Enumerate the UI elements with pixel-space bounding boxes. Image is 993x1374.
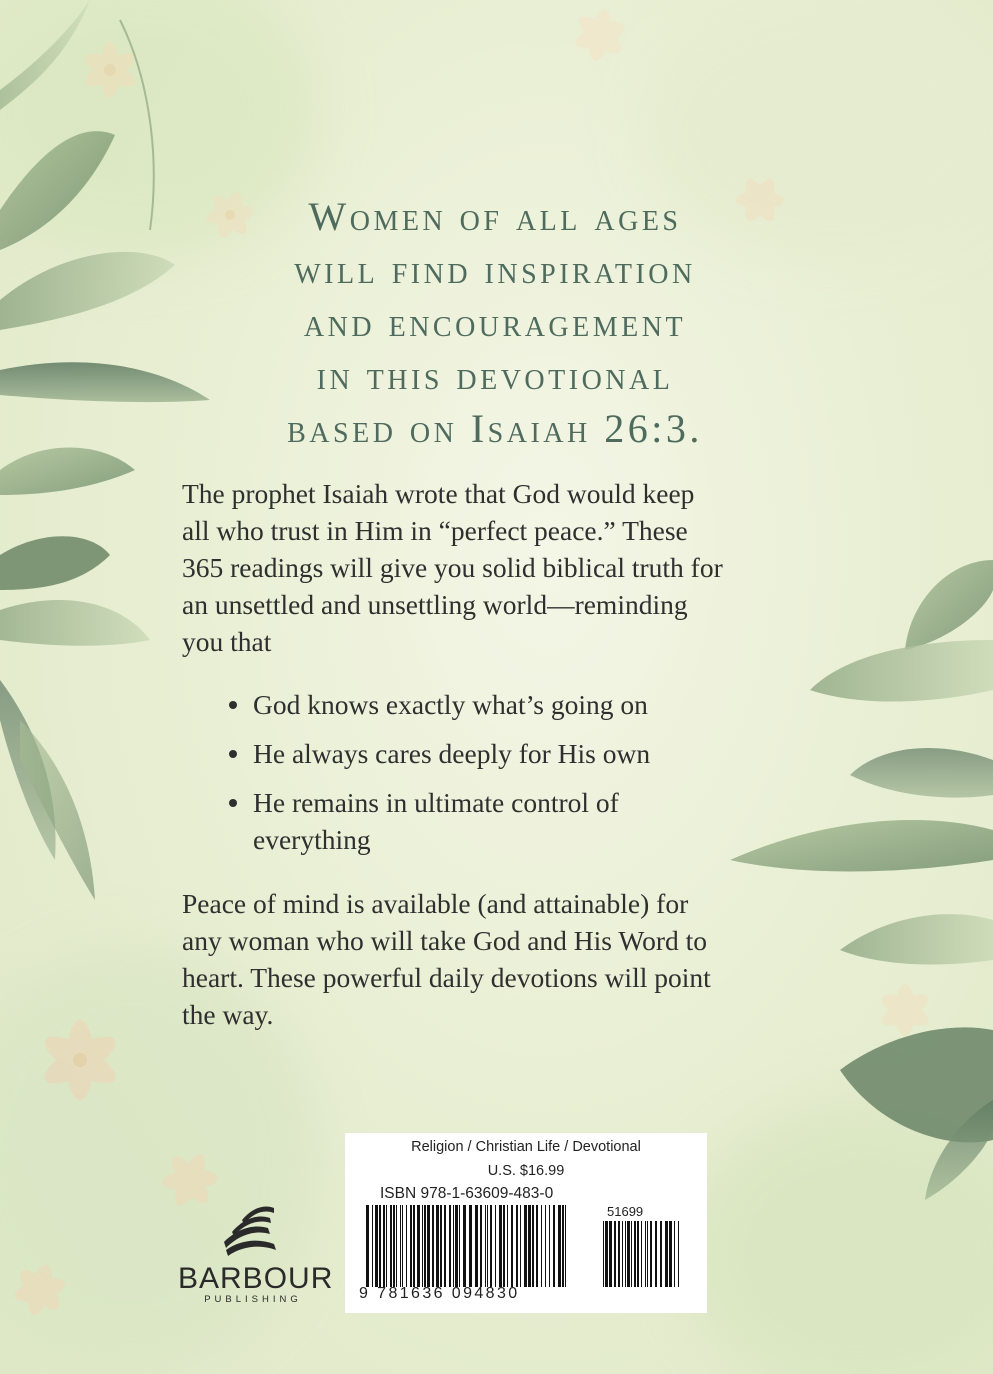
barcode-bar	[516, 1205, 518, 1287]
barcode-bar	[469, 1205, 472, 1287]
barcode-bar	[402, 1205, 403, 1287]
intro-line: all who trust in Him in “perfect peace.” These	[182, 515, 688, 546]
barcode-bar	[558, 1205, 561, 1287]
barcode-bar	[650, 1221, 652, 1287]
barcode-bar	[495, 1205, 496, 1287]
barcode-bar	[625, 1221, 626, 1287]
barcode-bar	[459, 1205, 460, 1287]
barcode-bar	[627, 1221, 630, 1287]
barcode-bar	[417, 1205, 420, 1287]
barcode-bar	[565, 1205, 566, 1287]
barcode-bar	[609, 1221, 612, 1287]
barcode-bar	[422, 1205, 423, 1287]
barcode-bar	[660, 1221, 662, 1287]
bullet-list	[225, 686, 745, 870]
outro-line: the way.	[182, 999, 274, 1030]
barcode-bar	[545, 1205, 546, 1287]
list-item-text: He always cares deeply for His own	[253, 738, 651, 769]
price-code-label: 51699	[607, 1204, 644, 1219]
barcode-bar	[440, 1205, 442, 1287]
barcode-bar	[605, 1221, 608, 1287]
barcode-bar	[449, 1205, 451, 1287]
barcode-bar	[614, 1221, 616, 1287]
barcode-bar	[383, 1205, 385, 1287]
barcode-bar	[528, 1205, 531, 1287]
barcode-bar	[406, 1205, 407, 1287]
list-item	[225, 784, 745, 858]
barcode-bar	[390, 1205, 392, 1287]
price-label: U.S. $16.99	[487, 1163, 565, 1179]
barcode-bar	[499, 1205, 502, 1287]
barcode-bar	[424, 1205, 426, 1287]
publisher-name: BARBOUR	[178, 1262, 334, 1295]
barcode-bar	[549, 1205, 550, 1287]
barcode-bar	[532, 1205, 534, 1287]
barcode-bar	[475, 1205, 478, 1287]
list-item-text: He remains in ultimate control of	[253, 787, 619, 818]
barcode-bar	[480, 1205, 482, 1287]
barcode-bar	[674, 1221, 675, 1287]
publisher-tagline: PUBLISHING	[204, 1294, 302, 1305]
barcode-bar	[393, 1205, 395, 1287]
barcode-bar	[603, 1221, 604, 1287]
barcode-panel	[345, 1133, 707, 1313]
outro-line: any woman who will take God and His Word to	[182, 925, 708, 956]
barcode-bar	[432, 1205, 434, 1287]
intro-paragraph	[182, 475, 802, 660]
headline-line: based on Isaiah 26:3.	[287, 406, 703, 451]
barcode-bar	[386, 1205, 387, 1287]
publisher-logo	[178, 1198, 334, 1305]
barcode-bar	[463, 1205, 466, 1287]
barcode-bar	[524, 1205, 527, 1287]
barcode-bar	[413, 1205, 415, 1287]
barcode-bar	[396, 1205, 397, 1287]
barcode-bar	[665, 1221, 668, 1287]
outro-line: heart. These powerful daily devotions will point	[182, 962, 711, 993]
barcode-bar	[645, 1221, 646, 1287]
intro-line: 365 readings will give you solid biblical truth for	[182, 552, 723, 583]
isbn-label: ISBN 978-1-63609-483-0	[380, 1185, 554, 1202]
bullet-icon	[229, 750, 237, 758]
category-label: Religion / Christian Life / Devotional	[411, 1139, 641, 1155]
barcode-bar	[436, 1205, 439, 1287]
barcode-bar	[553, 1205, 555, 1287]
headline	[150, 190, 840, 455]
barcode-bar	[562, 1205, 564, 1287]
headline-line: and encouragement	[303, 300, 687, 345]
barcode-bar	[503, 1205, 505, 1287]
barcode-bar	[520, 1205, 521, 1287]
barcode-bar	[490, 1205, 492, 1287]
barcode-bar	[541, 1205, 542, 1287]
barcode-bar	[379, 1205, 381, 1287]
bullet-icon	[229, 701, 237, 709]
barcode-bar	[655, 1221, 657, 1287]
barcode-bar	[372, 1205, 373, 1287]
barcode-bar	[427, 1205, 430, 1287]
headline-line: in this devotional	[316, 353, 674, 398]
barcode-bar	[634, 1221, 636, 1287]
barcode-bar	[678, 1221, 679, 1287]
open-book-logo-icon	[218, 1198, 288, 1260]
barcode-bar	[669, 1221, 672, 1287]
bullet-icon	[229, 799, 237, 807]
barcode-bar	[507, 1205, 508, 1287]
barcode-bar	[622, 1221, 623, 1287]
barcode-bar	[366, 1205, 369, 1287]
barcode-bar	[647, 1221, 648, 1287]
outro-line: Peace of mind is available (and attainable) for	[182, 888, 689, 919]
barcode-addon-bars	[603, 1221, 683, 1291]
list-item	[225, 686, 745, 723]
barcode-bar	[375, 1205, 378, 1287]
barcode-bar	[631, 1221, 632, 1287]
list-item-text: everything	[253, 824, 371, 855]
barcode-bars	[366, 1205, 566, 1291]
barcode-bar	[444, 1205, 446, 1287]
headline-line: Women of all ages	[308, 194, 682, 239]
intro-line: The prophet Isaiah wrote that God would keep	[182, 478, 695, 509]
barcode-bar	[485, 1205, 486, 1287]
barcode-bar	[400, 1205, 401, 1287]
headline-line: will find inspiration	[294, 247, 696, 292]
barcode-bar	[641, 1221, 642, 1287]
list-item-text: God knows exactly what’s going on	[253, 689, 648, 720]
barcode-bar	[618, 1221, 620, 1287]
intro-line: you that	[182, 626, 272, 657]
outro-paragraph	[182, 885, 802, 1033]
barcode-bar	[455, 1205, 458, 1287]
barcode-bar	[637, 1221, 639, 1287]
barcode-bar	[536, 1205, 538, 1287]
barcode-bar	[487, 1205, 488, 1287]
list-item	[225, 735, 745, 772]
intro-line: an unsettled and unsettling world—reminding	[182, 589, 688, 620]
barcode-bar	[410, 1205, 412, 1287]
barcode-bar	[511, 1205, 513, 1287]
barcode-digits: 9 781636 094830	[359, 1285, 520, 1302]
barcode-bar	[453, 1205, 454, 1287]
